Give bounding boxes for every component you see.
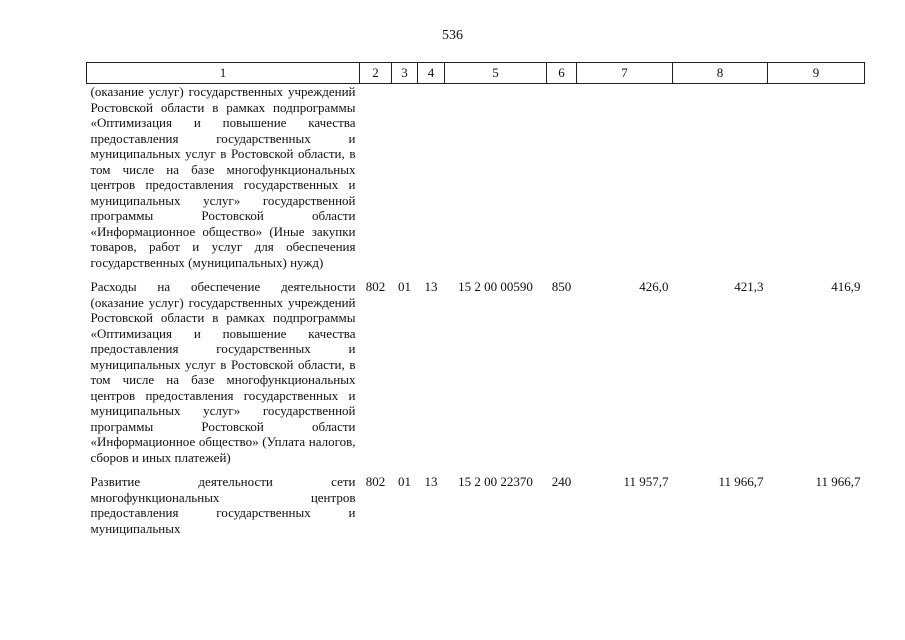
column-header: 4 [418, 63, 445, 84]
cell-section: 01 [398, 474, 411, 489]
cell-subsection [418, 84, 445, 280]
cell-amount-1: 11 957,7 [623, 474, 669, 489]
column-header: 5 [445, 63, 547, 84]
cell-amount-3 [768, 84, 865, 280]
column-header: 7 [577, 63, 673, 84]
row-description: Расходы на обеспечение деятельности (оказание услуг) государственных учреждений Ростовской области в рамках подпрограммы «Оптимизация и повышение качества предоставления государственных и муниципальных услуг в Ростовской области, в том числе на базе многофункциональных центров предоставления государственных и муниципальных услуг» государственной программы Ростовской области «Информационное общество» (Уплата налогов, сборов и иных платежей) [90, 279, 356, 465]
cell-target-article: 15 2 00 00590 [458, 279, 533, 294]
cell-expense-type [547, 84, 577, 280]
cell-amount-2: 11 966,7 [718, 474, 764, 489]
row-description: Развитие деятельности сети многофункциональных центров предоставления государственных и муниципальных [90, 474, 356, 536]
cell-target-article [445, 84, 547, 280]
cell-ministry [360, 84, 392, 280]
table-row [87, 84, 865, 280]
page-number: 536 [442, 28, 463, 43]
cell-amount-2: 421,3 [734, 279, 764, 294]
cell-amount-3: 11 966,7 [815, 474, 861, 489]
column-header: 1 [87, 63, 360, 84]
cell-target-article: 15 2 00 22370 [458, 474, 533, 489]
cell-section: 01 [398, 279, 411, 294]
cell-section [392, 84, 418, 280]
cell-expense-type: 240 [551, 474, 572, 489]
cell-subsection: 13 [424, 279, 438, 294]
cell-expense-type: 850 [551, 279, 572, 294]
cell-amount-1 [577, 84, 673, 280]
column-header: 9 [768, 63, 865, 84]
column-header: 2 [360, 63, 392, 84]
header-row [87, 63, 865, 84]
table-row [87, 279, 865, 474]
column-header: 3 [392, 63, 418, 84]
row-description: (оказание услуг) государственных учреждений Ростовской области в рамках подпрограммы «Оптимизация и повышение качества предоставления государственных и муниципальных услуг в Ростовской области, в том числе на базе многофункциональных центров предоставления государственных и муниципальных услуг» государственной программы Ростовской области «Информационное общество» (Иные закупки товаров, работ и услуг для обеспечения государственных (муниципальных) нужд) [90, 84, 356, 270]
cell-ministry: 802 [365, 474, 386, 489]
column-header: 6 [547, 63, 577, 84]
column-header: 8 [673, 63, 768, 84]
cell-amount-1: 426,0 [639, 279, 669, 294]
budget-table [86, 62, 865, 545]
cell-amount-3: 416,9 [831, 279, 861, 294]
cell-subsection: 13 [424, 474, 438, 489]
cell-ministry: 802 [365, 279, 386, 294]
table-row [87, 474, 865, 545]
cell-amount-2 [673, 84, 768, 280]
